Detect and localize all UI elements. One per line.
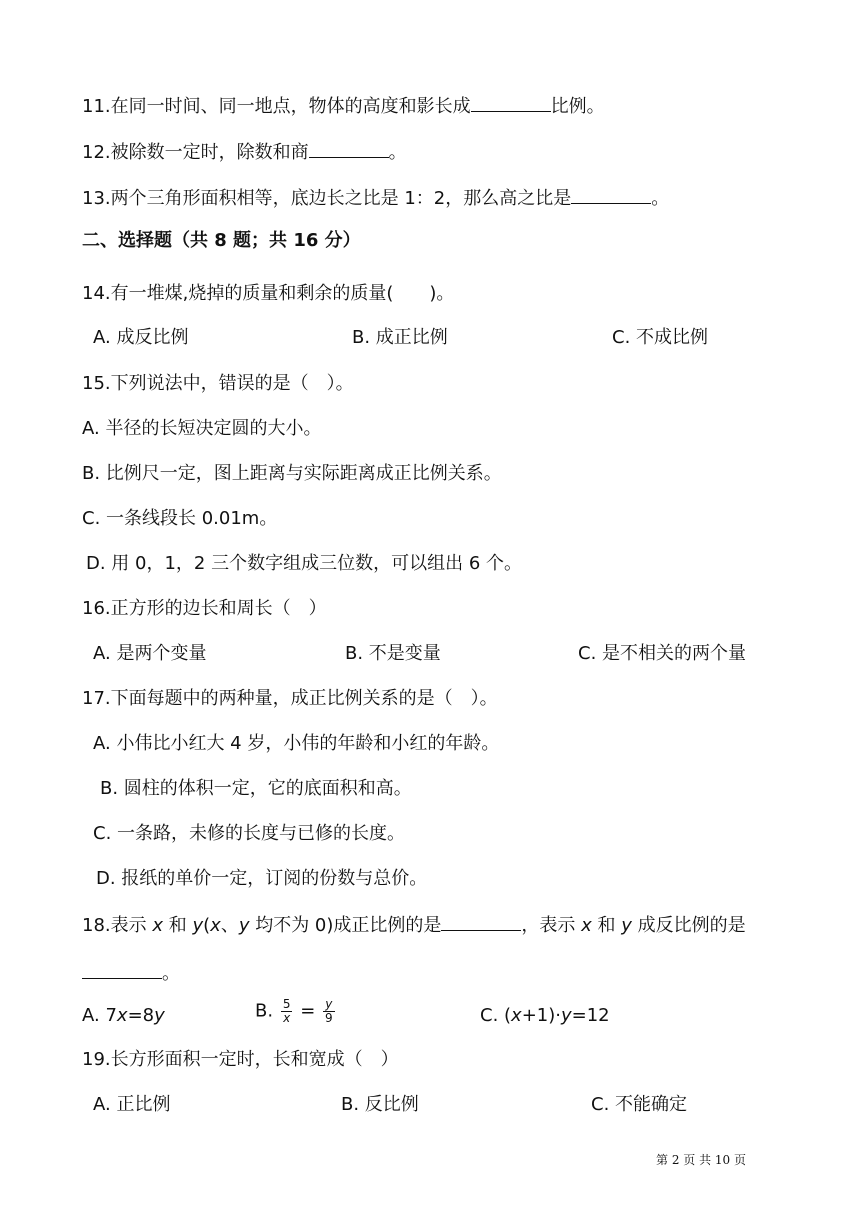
q15-option-d[interactable]: D. 用 0，1，2 三个数字组成三位数，可以组出 6 个。 xyxy=(86,553,522,574)
fraction xyxy=(281,998,293,1025)
q14-option-a[interactable]: A. 成反比例 xyxy=(93,327,189,348)
q15-option-c[interactable]: C. 一条线段长 0.01m。 xyxy=(82,508,278,529)
q19-option-b[interactable]: B. 反比例 xyxy=(341,1094,419,1115)
var-y: y xyxy=(154,1005,165,1026)
question-14: 14.有一堆煤,烧掉的质量和剩余的质量( )。 xyxy=(82,283,455,304)
q17-option-c[interactable]: C. 一条路，未修的长度与已修的长度。 xyxy=(93,823,406,844)
question-15: 15.下列说法中，错误的是（ ）。 xyxy=(82,373,354,394)
question-16: 16.正方形的边长和周长（ ） xyxy=(82,598,327,619)
var-y: y xyxy=(621,915,632,936)
var-x: x xyxy=(581,915,592,936)
page-footer: 第 2 页 共 10 页 xyxy=(656,1153,746,1167)
q18-text: 均不为 0)成正比例的是 xyxy=(249,915,442,936)
answer-blank[interactable] xyxy=(571,185,651,204)
q18-option-c-tail: =12 xyxy=(571,1005,610,1026)
q18-option-b[interactable] xyxy=(255,998,337,1025)
q19-option-c[interactable]: C. 不能确定 xyxy=(591,1094,688,1115)
fraction-numerator: y xyxy=(323,998,335,1012)
var-y: y xyxy=(192,915,204,936)
q18-text: ( xyxy=(203,915,211,936)
q18-option-a-label: A. 7 xyxy=(82,1005,117,1026)
equals-sign: = xyxy=(300,1000,316,1022)
q18-text: 和 xyxy=(163,915,193,936)
q16-option-b[interactable]: B. 不是变量 xyxy=(345,643,441,664)
q18-option-b-label: B. xyxy=(255,1000,274,1022)
q18-option-a[interactable] xyxy=(82,1004,165,1028)
q17-option-a[interactable]: A. 小伟比小红大 4 岁，小伟的年龄和小红的年龄。 xyxy=(93,733,500,754)
q18-text: 18.表示 xyxy=(82,915,153,936)
question-18-continued xyxy=(82,960,180,986)
question-18 xyxy=(82,912,746,938)
q19-option-a[interactable]: A. 正比例 xyxy=(93,1094,171,1115)
answer-blank[interactable] xyxy=(441,912,521,931)
var-x: x xyxy=(116,1005,128,1026)
q18-text: 和 xyxy=(591,915,622,936)
q12-text: 12.被除数一定时，除数和商 xyxy=(82,142,309,163)
question-13 xyxy=(82,185,669,211)
var-y: y xyxy=(238,915,250,936)
fraction-numerator: 5 xyxy=(282,997,291,1011)
question-11 xyxy=(82,93,605,119)
q13-tail: 。 xyxy=(651,188,670,209)
q17-option-d[interactable]: D. 报纸的单价一定，订阅的份数与总价。 xyxy=(96,868,428,889)
q11-text: 11.在同一时间、同一地点，物体的高度和影长成 xyxy=(82,96,471,117)
answer-blank[interactable] xyxy=(309,139,389,158)
q18-option-c-label: C. ( xyxy=(480,1005,512,1026)
q11-tail: 比例。 xyxy=(550,96,605,117)
q18-text: ，表示 xyxy=(521,915,582,936)
q15-option-a[interactable]: A. 半径的长短决定圆的大小。 xyxy=(82,418,322,439)
fraction-denominator: x xyxy=(283,1011,291,1025)
var-x: x xyxy=(210,915,221,936)
q16-option-a[interactable]: A. 是两个变量 xyxy=(93,643,207,664)
q18-text: 成反比例的是 xyxy=(631,915,746,936)
q14-option-b[interactable]: B. 成正比例 xyxy=(352,327,448,348)
q15-option-b[interactable]: B. 比例尺一定，图上距离与实际距离成正比例关系。 xyxy=(82,463,502,484)
answer-blank[interactable] xyxy=(82,960,162,979)
q17-option-b[interactable]: B. 圆柱的体积一定，它的底面积和高。 xyxy=(100,778,412,799)
q14-option-c[interactable]: C. 不成比例 xyxy=(612,327,709,348)
question-17: 17.下面每题中的两种量，成正比例关系的是（ ）。 xyxy=(82,688,498,709)
q18-end: 。 xyxy=(162,963,180,984)
var-x: x xyxy=(511,1005,522,1026)
fraction xyxy=(323,998,335,1025)
var-x: x xyxy=(152,915,164,936)
q18-option-c-mid: +1)· xyxy=(521,1005,561,1026)
var-y: y xyxy=(560,1005,572,1026)
q13-text: 13.两个三角形面积相等，底边长之比是 1：2，那么高之比是 xyxy=(82,188,572,209)
fraction-denominator: 9 xyxy=(325,1011,333,1025)
section-heading: 二、选择题（共 8 题；共 16 分） xyxy=(82,230,361,251)
question-19: 19.长方形面积一定时，长和宽成（ ） xyxy=(82,1049,399,1070)
q16-option-c[interactable]: C. 是不相关的两个量 xyxy=(578,643,747,664)
question-12 xyxy=(82,139,407,165)
q18-option-c[interactable] xyxy=(480,1004,610,1028)
q18-option-a-eq: =8 xyxy=(127,1005,155,1026)
q18-text: 、 xyxy=(220,915,239,936)
q12-tail: 。 xyxy=(388,142,407,163)
answer-blank[interactable] xyxy=(471,93,551,112)
